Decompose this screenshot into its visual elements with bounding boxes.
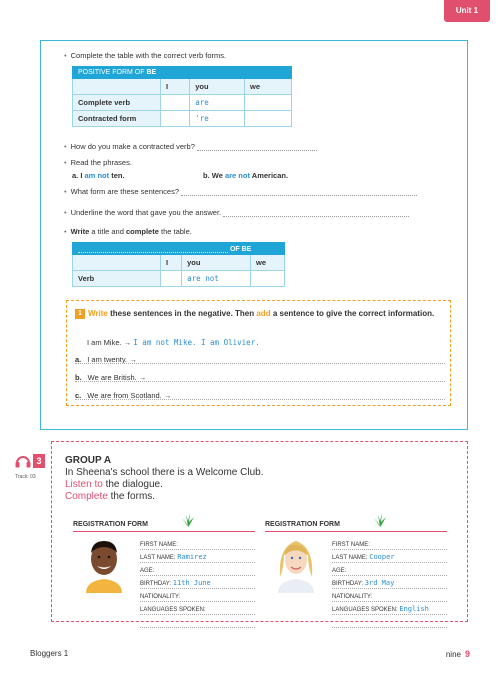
col-header-you: you xyxy=(190,79,245,95)
instruction-text: a sentence to give the correct information. xyxy=(270,309,435,318)
cell-we-contracted[interactable] xyxy=(245,111,292,127)
page-num: 9 xyxy=(464,649,470,659)
field-label: LANGUAGES SPOKEN: xyxy=(332,607,398,613)
age-field[interactable] xyxy=(332,565,447,576)
item-letter: c. xyxy=(75,391,82,400)
example-answer: I am not Mike. I am Olivier. xyxy=(133,338,260,347)
instruction-keyword: add xyxy=(256,309,271,318)
table-title-suffix: OF BE xyxy=(229,245,252,253)
instruction-text: the dialogue. xyxy=(102,479,163,490)
cell-we-complete[interactable] xyxy=(245,95,292,111)
phrase-text: ten. xyxy=(109,171,125,180)
first-name-field[interactable] xyxy=(332,539,447,550)
field-value: 11th June xyxy=(172,579,211,587)
headphones-icon[interactable] xyxy=(15,454,31,470)
table-title xyxy=(73,243,285,255)
field-value: Ramirez xyxy=(177,553,207,561)
instruction-write-title xyxy=(64,227,192,236)
field-value: 3rd May xyxy=(364,579,395,587)
instruction-keyword: Write xyxy=(88,309,108,318)
field-label: AGE: xyxy=(332,568,347,574)
instruction-text: a title and xyxy=(89,227,126,236)
page-word: nine xyxy=(445,650,461,659)
col-header-we: we xyxy=(250,255,284,271)
table-title-prefix: POSITIVE FORM OF xyxy=(78,69,147,76)
item-letter: b. xyxy=(75,373,82,382)
cell-i-verb[interactable] xyxy=(161,271,182,287)
nationality-field[interactable] xyxy=(332,591,447,602)
task-negative-box xyxy=(66,300,451,406)
item-text: We are from Scotland. → xyxy=(87,391,172,400)
unit-tab: Unit 1 xyxy=(444,0,490,22)
age-field[interactable] xyxy=(140,565,255,576)
question-form xyxy=(64,187,417,196)
table-title xyxy=(73,67,292,79)
form-title: REGISTRATION FORM xyxy=(265,521,340,528)
field-value: Cooper xyxy=(369,553,395,561)
birthday-field[interactable] xyxy=(140,578,255,589)
instruction-text: the forms. xyxy=(107,491,156,502)
field-label: LANGUAGES SPOKEN: xyxy=(140,607,206,613)
answer-line[interactable] xyxy=(223,209,409,217)
phrase-a xyxy=(72,171,125,180)
item-text: We are British. → xyxy=(87,373,147,382)
cell-you-contracted[interactable]: 're xyxy=(190,111,245,127)
birthday-field[interactable] xyxy=(332,578,447,589)
form-divider xyxy=(73,531,255,532)
instruction-read xyxy=(64,158,132,167)
instruction-bold: Write xyxy=(70,227,90,236)
table-title-bold: BE xyxy=(146,69,157,76)
form-title: REGISTRATION FORM xyxy=(73,521,148,528)
answer-line[interactable] xyxy=(75,399,445,400)
header-empty xyxy=(73,79,161,95)
phrase-text: a. I xyxy=(72,171,85,180)
item-text: I am twenty. → xyxy=(87,355,137,364)
nationality-field[interactable] xyxy=(140,591,255,602)
example-sentence xyxy=(87,338,260,347)
phrase-b xyxy=(203,171,288,180)
col-header-you: you xyxy=(182,255,251,271)
row-label-verb: Verb xyxy=(73,271,161,287)
first-name-field[interactable] xyxy=(140,539,255,550)
field-value: English xyxy=(399,605,429,613)
page-number xyxy=(446,649,470,659)
field-label: LAST NAME: xyxy=(332,555,368,561)
phrase-text: b. We xyxy=(203,171,225,180)
answer-line[interactable] xyxy=(75,363,445,364)
instruction-keyword: Complete xyxy=(65,491,108,502)
negative-be-table xyxy=(72,242,285,287)
instruction-text: Complete the table with the correct verb forms. xyxy=(70,51,227,60)
phrase-negative: am not xyxy=(84,171,110,180)
cell-we-verb[interactable] xyxy=(250,271,284,287)
positive-be-table xyxy=(72,66,292,127)
field-label: NATIONALITY: xyxy=(332,594,373,600)
instruction-text: Read the phrases. xyxy=(70,158,132,167)
example-prompt: I am Mike. → xyxy=(87,338,132,347)
field-label: NATIONALITY: xyxy=(140,594,181,600)
instruction-bold: complete xyxy=(125,227,159,236)
header-empty xyxy=(73,255,161,271)
field-label: FIRST NAME: xyxy=(140,542,178,548)
col-header-i: I xyxy=(161,255,182,271)
book-title: Bloggers 1 xyxy=(30,649,69,658)
track-label: Track: 03 xyxy=(15,474,36,480)
exercise-number: 3 xyxy=(33,454,45,468)
plant-icon xyxy=(180,513,196,529)
question-text: What form are these sentences? xyxy=(70,187,180,196)
listen-instruction xyxy=(65,479,163,491)
field-label: BIRTHDAY: xyxy=(332,581,364,587)
group-a-box xyxy=(51,441,468,622)
field-label: LAST NAME: xyxy=(140,555,176,561)
answer-line[interactable] xyxy=(181,188,417,196)
last-name-field[interactable] xyxy=(332,552,447,563)
languages-field[interactable] xyxy=(332,604,447,615)
cell-you-verb[interactable]: are not xyxy=(182,271,251,287)
form-divider xyxy=(265,531,447,532)
plant-icon xyxy=(372,513,388,529)
complete-instruction xyxy=(65,491,155,503)
instruction-text: these sentences in the negative. Then xyxy=(107,309,257,318)
title-blank[interactable] xyxy=(78,245,228,253)
languages-field[interactable] xyxy=(140,604,255,615)
instruction-complete-table xyxy=(64,51,226,60)
grammar-box xyxy=(40,40,468,430)
languages-field-extra-line[interactable] xyxy=(332,617,447,628)
instruction-underline xyxy=(64,208,409,217)
field-label: FIRST NAME: xyxy=(332,542,370,548)
cell-i-complete[interactable] xyxy=(161,95,190,111)
languages-field-extra-line[interactable] xyxy=(140,617,255,628)
cell-you-complete[interactable]: are xyxy=(190,95,245,111)
answer-line[interactable] xyxy=(197,143,317,151)
item-letter: a. xyxy=(75,355,82,364)
question-contracted xyxy=(64,142,317,151)
task-number: 1 xyxy=(75,309,85,319)
group-title: GROUP A xyxy=(65,455,112,466)
phrase-text: American. xyxy=(249,171,289,180)
instruction-keyword: Listen to xyxy=(65,479,103,490)
phrase-negative: are not xyxy=(224,171,250,180)
last-name-field[interactable] xyxy=(140,552,255,563)
task-instruction xyxy=(75,308,445,319)
answer-line[interactable] xyxy=(75,381,445,382)
question-text: How do you make a contracted verb? xyxy=(70,142,195,151)
instruction-text: Underline the word that gave you the answer. xyxy=(70,208,222,217)
col-header-we: we xyxy=(245,79,292,95)
row-label-complete: Complete verb xyxy=(73,95,161,111)
girl-photo xyxy=(274,537,318,593)
boy-photo xyxy=(82,537,126,593)
group-intro xyxy=(65,467,264,479)
cell-i-contracted[interactable] xyxy=(161,111,190,127)
field-label: AGE: xyxy=(140,568,155,574)
col-header-i: I xyxy=(161,79,190,95)
field-label: BIRTHDAY: xyxy=(140,581,172,587)
intro-text: In Sheena's school there is a Welcome Club. xyxy=(65,467,264,478)
row-label-contracted: Contracted form xyxy=(73,111,161,127)
instruction-text: the table. xyxy=(158,227,192,236)
